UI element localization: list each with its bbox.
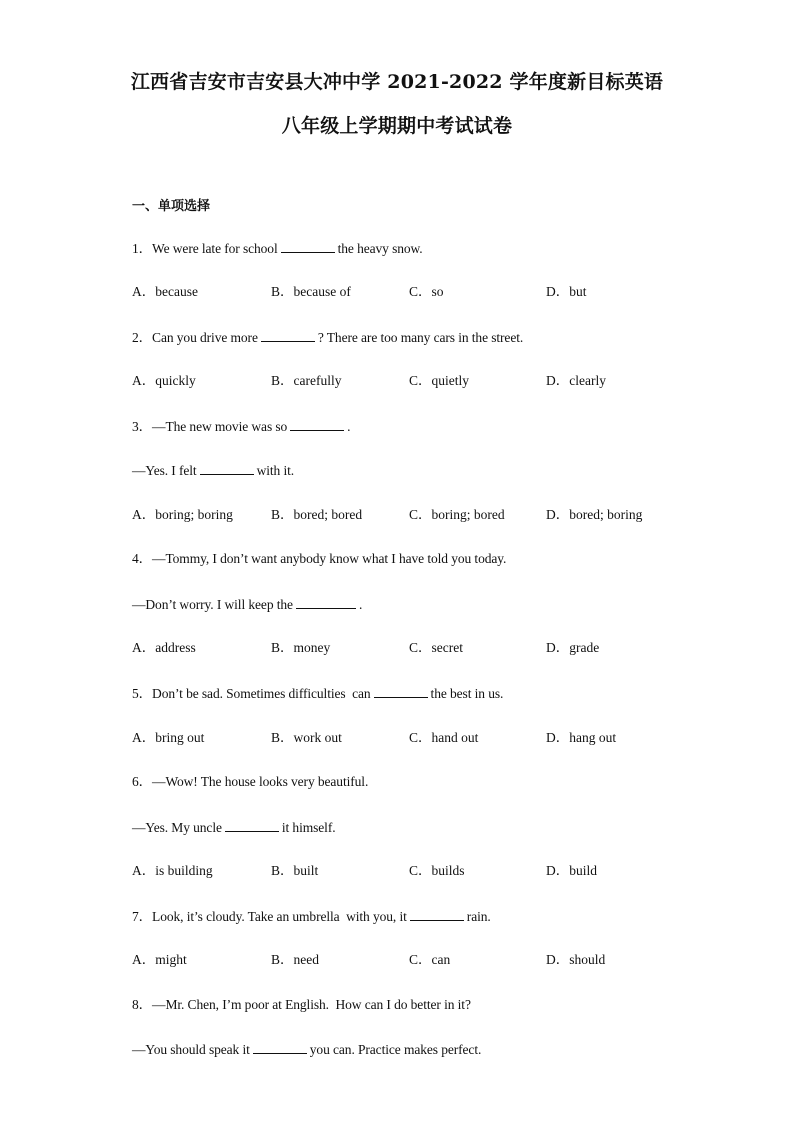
question-8-stem [132,995,471,1015]
exam-title-line-1: 江西省吉安市吉安县大冲中学 2021-2022 学年度新目标英语 [130,71,664,93]
question-5-text-after: the best in us. [430,686,504,701]
question-5-options [132,728,692,748]
question-6-stem [132,772,368,792]
question-7-stem [132,906,491,927]
question-6-text: 6．—Wow! The house looks very beautiful. [132,774,369,789]
question-1-stem [132,238,423,259]
question-3-option-c: C．boring; bored [409,507,505,522]
question-4-option-c: C．secret [409,640,463,655]
question-7-option-d: D．should [546,952,606,967]
question-8-reply-blank [253,1039,307,1054]
question-3-blank [290,416,344,431]
question-4-reply-blank [296,594,356,609]
question-2-blank [261,327,315,342]
question-3-reply-after: with it. [256,463,295,478]
question-2-options [132,371,692,391]
question-4-option-b: B．money [271,640,331,655]
question-1-text-after: the heavy snow. [337,241,423,256]
question-6-option-d: D．build [546,863,598,878]
question-3-text-after: . [347,419,351,434]
question-6-reply-after: it himself. [281,820,336,835]
question-5-option-c: C．hand out [409,730,479,745]
question-3-reply [132,460,294,481]
question-5-option-a: A．bring out [132,730,205,745]
question-2-text-before: 2．Can you drive more [132,330,258,345]
question-5-stem [132,683,503,704]
question-3-reply-before: —Yes. I felt [132,463,197,478]
question-7-blank [410,906,464,921]
question-7-options [132,950,692,970]
question-4-reply-after: . [358,597,363,612]
question-3-text-before: 3．—The new movie was so [132,419,288,434]
question-7-option-c: C．can [409,952,451,967]
question-6-reply-blank [225,817,279,832]
question-7-option-a: A．might [132,952,187,967]
question-2-option-b: B．carefully [271,373,342,388]
question-1-option-c: C．so [409,284,444,299]
question-2-option-d: D．clearly [546,373,606,388]
question-3-option-b: B．bored; bored [271,507,363,522]
question-3-options [132,505,692,525]
question-2-stem [132,327,523,348]
question-5-option-b: B．work out [271,730,342,745]
question-4-text: 4．—Tommy, I don’t want anybody know what I have told you today. [132,551,507,566]
question-4-option-a: A．address [132,640,196,655]
question-3-reply-blank [200,460,254,475]
question-5-option-d: D．hang out [546,730,617,745]
question-1-option-d: D．but [546,284,587,299]
question-1-text-before: 1．We were late for school [132,241,278,256]
question-3-stem [132,416,350,437]
question-2-option-c: C．quietly [409,373,469,388]
exam-title-line-2: 八年级上学期期中考试试卷 [281,115,513,137]
question-7-text-after: rain. [466,909,491,924]
question-8-text: 8．—Mr. Chen, I’m poor at English. How can I do better in it? [132,997,471,1012]
question-4-reply [132,594,362,615]
question-2-text-after: ? There are too many cars in the street. [317,330,524,345]
question-8-reply-after: you can. Practice makes perfect. [309,1042,482,1057]
question-5-text-before: 5．Don’t be sad. Sometimes difficulties can [132,686,371,701]
question-7-option-b: B．need [271,952,319,967]
question-8-reply [132,1039,481,1060]
question-6-reply [132,817,336,838]
question-8-reply-before: —You should speak it [132,1042,250,1057]
question-1-option-a: A．because [132,284,198,299]
question-6-option-b: B．built [271,863,319,878]
question-1-blank [281,238,335,253]
question-1-option-b: B．because of [271,284,351,299]
question-3-option-d: D．bored; boring [546,507,643,522]
question-6-options [132,861,692,881]
question-4-reply-before: —Don’t worry. I will keep the [132,597,293,612]
question-4-stem [132,549,506,569]
question-6-option-a: A．is building [132,863,213,878]
question-1-options [132,282,692,302]
question-6-reply-before: —Yes. My uncle [132,820,222,835]
question-5-blank [374,683,428,698]
question-4-option-d: D．grade [546,640,600,655]
question-7-text-before: 7．Look, it’s cloudy. Take an umbrella with you, it [132,909,407,924]
question-3-option-a: A．boring; boring [132,507,233,522]
question-6-option-c: C．builds [409,863,465,878]
question-4-options [132,638,692,658]
question-2-option-a: A．quickly [132,373,196,388]
section-heading: 一、单项选择 [132,199,211,214]
